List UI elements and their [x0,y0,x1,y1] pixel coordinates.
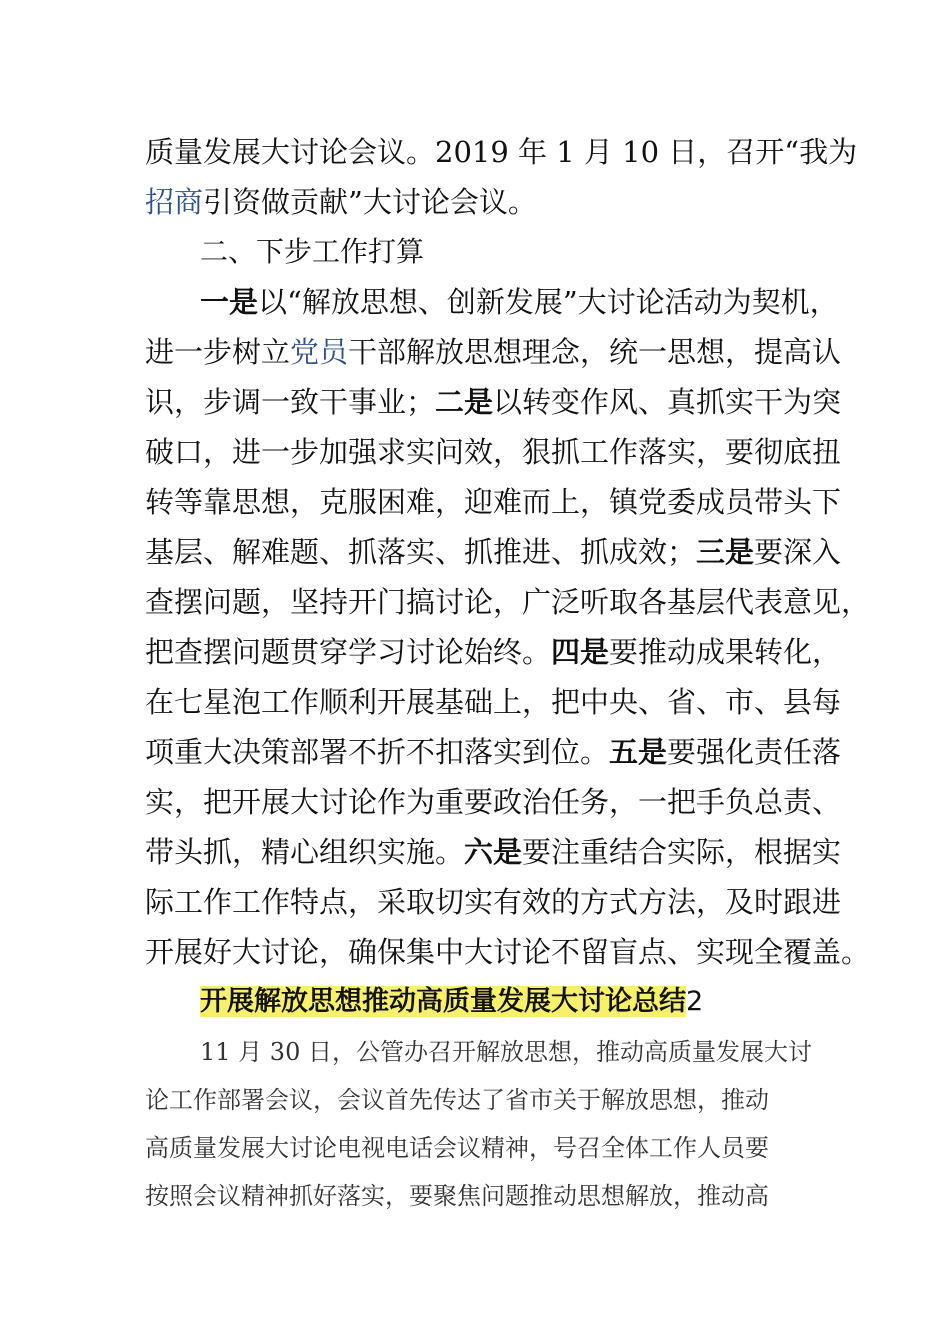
paragraph-text: 要强化责任落 [667,735,842,769]
text-line [145,132,857,172]
paragraph-text: 把查摆问题贯穿学习讨论始终。 [145,635,552,669]
section-heading [200,232,424,272]
paragraph-text: 论工作部署会议，会议首先传达了省市关于解放思想，推动 [145,1086,769,1114]
article-title-number: 2 [686,986,704,1017]
text-line [145,682,841,722]
paragraph-text: 进一步树立 [145,335,291,369]
paragraph-text: 按照会议精神抓好落实，要聚焦问题推动思想解放，推动高 [145,1182,769,1210]
paragraph-text: 引资做贡献”大讨论会议。 [203,185,537,219]
text-line [145,532,841,572]
paragraph-text: 质量发展大讨论会议。2019 年 1 月 10 日，召开“我为 [145,135,858,169]
text-line [145,382,841,422]
paragraph-text: 基层、解难题、抓落实、抓推进、抓成效； [145,535,697,569]
paragraph-text: 高质量发展大讨论电视电话会议精神，号召全体工作人员要 [145,1134,769,1162]
text-line [145,332,841,372]
paragraph-text: 干部解放思想理念，统一思想，提高认 [348,335,842,369]
paragraph-text: 在七星泡工作顺利开展基础上，把中央、省、市、县每 [145,685,842,719]
text-line [145,1128,769,1168]
text-line [145,732,841,772]
text-line [145,482,841,522]
paragraph-text: 实，把开展大讨论作为重要政治任务，一把手负总责、 [145,785,842,819]
text-line [145,582,870,622]
text-line [145,1080,769,1120]
paragraph-text: 带头抓，精心组织实施。 [145,835,465,869]
text-line [145,932,870,972]
paragraph-text: 破口，进一步加强求实问效，狠抓工作落实，要彻底扭 [145,435,842,469]
article-title-text: 开展解放思想推动高质量发展大讨论总结 [200,986,686,1017]
paragraph-text: 以“解放思想、创新发展”大讨论活动为契机， [258,285,839,319]
paragraph-text: 查摆问题，坚持开门搞讨论，广泛听取各基层代表意见， [145,585,871,619]
bold-label: 五是 [609,735,668,769]
text-line [145,432,841,472]
text-line [200,1032,812,1072]
bold-label: 三是 [696,535,755,569]
paragraph-text: 11 月 30 日，公管办召开解放思想，推动高质量发展大讨 [200,1038,812,1066]
paragraph-text: 转等靠思想，克服困难，迎难而上，镇党委成员带头下 [145,485,842,519]
section-heading-text: 二、下步工作打算 [200,235,425,268]
text-line [145,182,537,222]
text-line [145,832,841,872]
bold-label: 一是 [200,285,259,319]
keyword-link[interactable]: 招商 [145,185,204,219]
paragraph-text: 要推动成果转化， [609,635,842,669]
paragraph-text: 要深入 [754,535,842,569]
paragraph-text: 际工作工作特点，采取切实有效的方式方法，及时跟进 [145,885,842,919]
bold-label: 六是 [464,835,523,869]
text-line [145,1176,769,1216]
article-title [200,982,703,1022]
bold-label: 四是 [551,635,610,669]
keyword-link[interactable]: 党员 [290,335,349,369]
paragraph-text: 要注重结合实际，根据实 [522,835,842,869]
paragraph-text: 开展好大讨论，确保集中大讨论不留盲点、实现全覆盖。 [145,935,871,969]
text-line [145,632,841,672]
text-line [145,882,841,922]
bold-label: 二是 [435,385,494,419]
paragraph-text: 以转变作风、真抓实干为突 [493,385,842,419]
paragraph-text: 识，步调一致干事业； [145,385,436,419]
text-line [145,782,841,822]
text-line [200,282,839,322]
paragraph-text: 项重大决策部署不折不扣落实到位。 [145,735,610,769]
